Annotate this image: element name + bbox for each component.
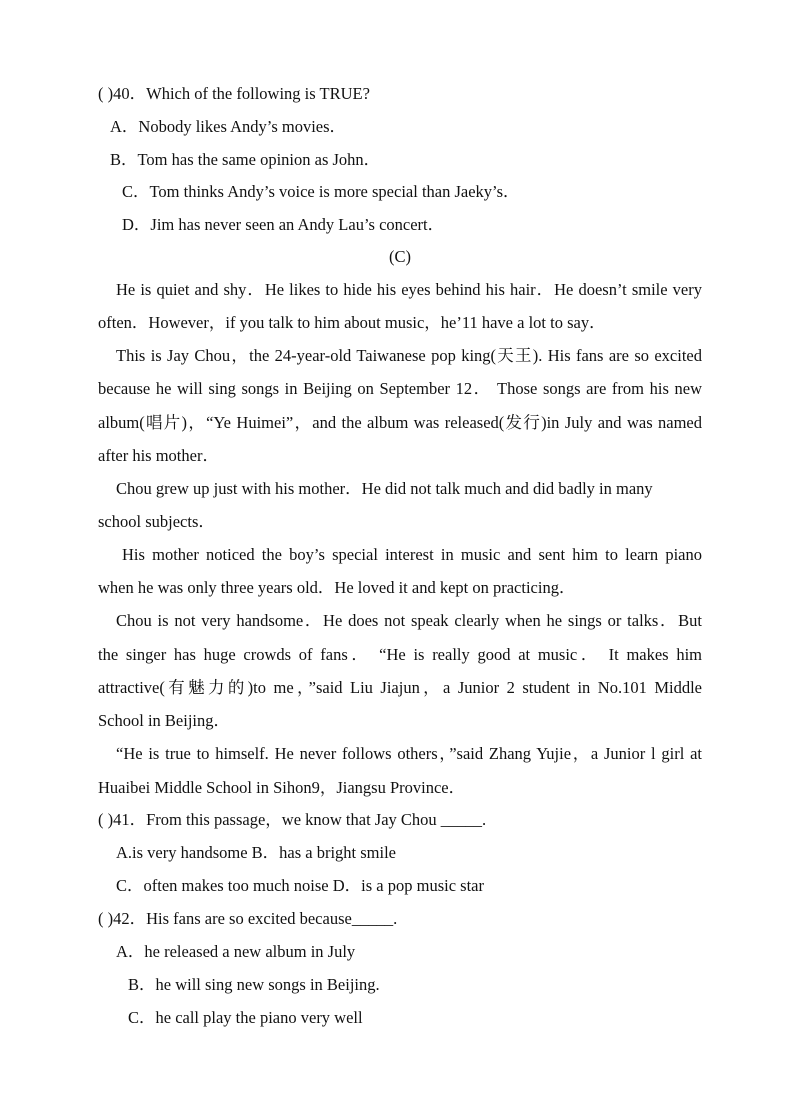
passage-line: This is Jay Chou，the 24-year-old Taiwanese pop king(天王). His fans are so excited: [116, 346, 702, 365]
question-42-option-c: C．he call play the piano very well: [128, 1008, 363, 1027]
question-40-option-b: B．Tom has the same opinion as John．: [110, 150, 381, 169]
passage-line: the singer has huge crowds of fans． “He is really good at music． It makes him: [98, 645, 702, 664]
passage-line: often．However，if you talk to him about music，he’11 have a lot to say．: [98, 313, 606, 332]
question-41-options-cd: C．often makes too much noise D．is a pop music star: [116, 876, 484, 895]
question-42-option-a: A．he released a new album in July: [116, 942, 356, 961]
question-40-option-a: A．Nobody likes Andy’s movies．: [110, 117, 347, 136]
question-41-stem: ( )41．From this passage，we know that Jay Chou _____.: [98, 810, 487, 829]
passage-line: Huaibei Middle School in Sihon9，Jiangsu Province．: [98, 778, 466, 797]
passage-line: Chou is not very handsome．He does not speak clearly when he sings or talks．But: [116, 611, 702, 630]
passage-line: album(唱片)，“Ye Huimei”，and the album was released(发行)in July and was named: [98, 413, 702, 432]
passage-line: because he will sing songs in Beijing on September 12． Those songs are from his new: [98, 379, 702, 398]
section-heading: (C): [389, 247, 411, 266]
passage-line: He is quiet and shy．He likes to hide his eyes behind his hair．He doesn’t smile very: [116, 280, 702, 299]
passage-line: school subjects．: [98, 512, 215, 531]
passage-line: “He is true to himself. He never follows others，”said Zhang Yujie，a Junior l girl at: [116, 744, 702, 763]
question-40-option-c: C．Tom thinks Andy’s voice is more special than Jaeky’s．: [122, 182, 520, 201]
passage-line: after his mother．: [98, 446, 219, 465]
passage-line: School in Beijing．: [98, 711, 230, 730]
question-42-stem: ( )42．His fans are so excited because_____.: [98, 909, 398, 928]
passage-line: His mother noticed the boy’s special interest in music and sent him to learn piano: [122, 545, 702, 564]
question-40-stem: ( )40．Which of the following is TRUE?: [98, 84, 370, 103]
passage-line: Chou grew up just with his mother．He did not talk much and did badly in many: [116, 479, 653, 498]
passage-line: when he was only three years old．He loved it and kept on practicing．: [98, 578, 576, 597]
question-42-option-b: B．he will sing new songs in Beijing.: [128, 975, 380, 994]
question-40-option-d: D．Jim has never seen an Andy Lau’s concert．: [122, 215, 445, 234]
passage-line: attractive(有魅力的)to me，”said Liu Jiajun，a Junior 2 student in No.101 Middle: [98, 678, 702, 697]
question-41-options-ab: A.is very handsome B．has a bright smile: [116, 843, 397, 862]
